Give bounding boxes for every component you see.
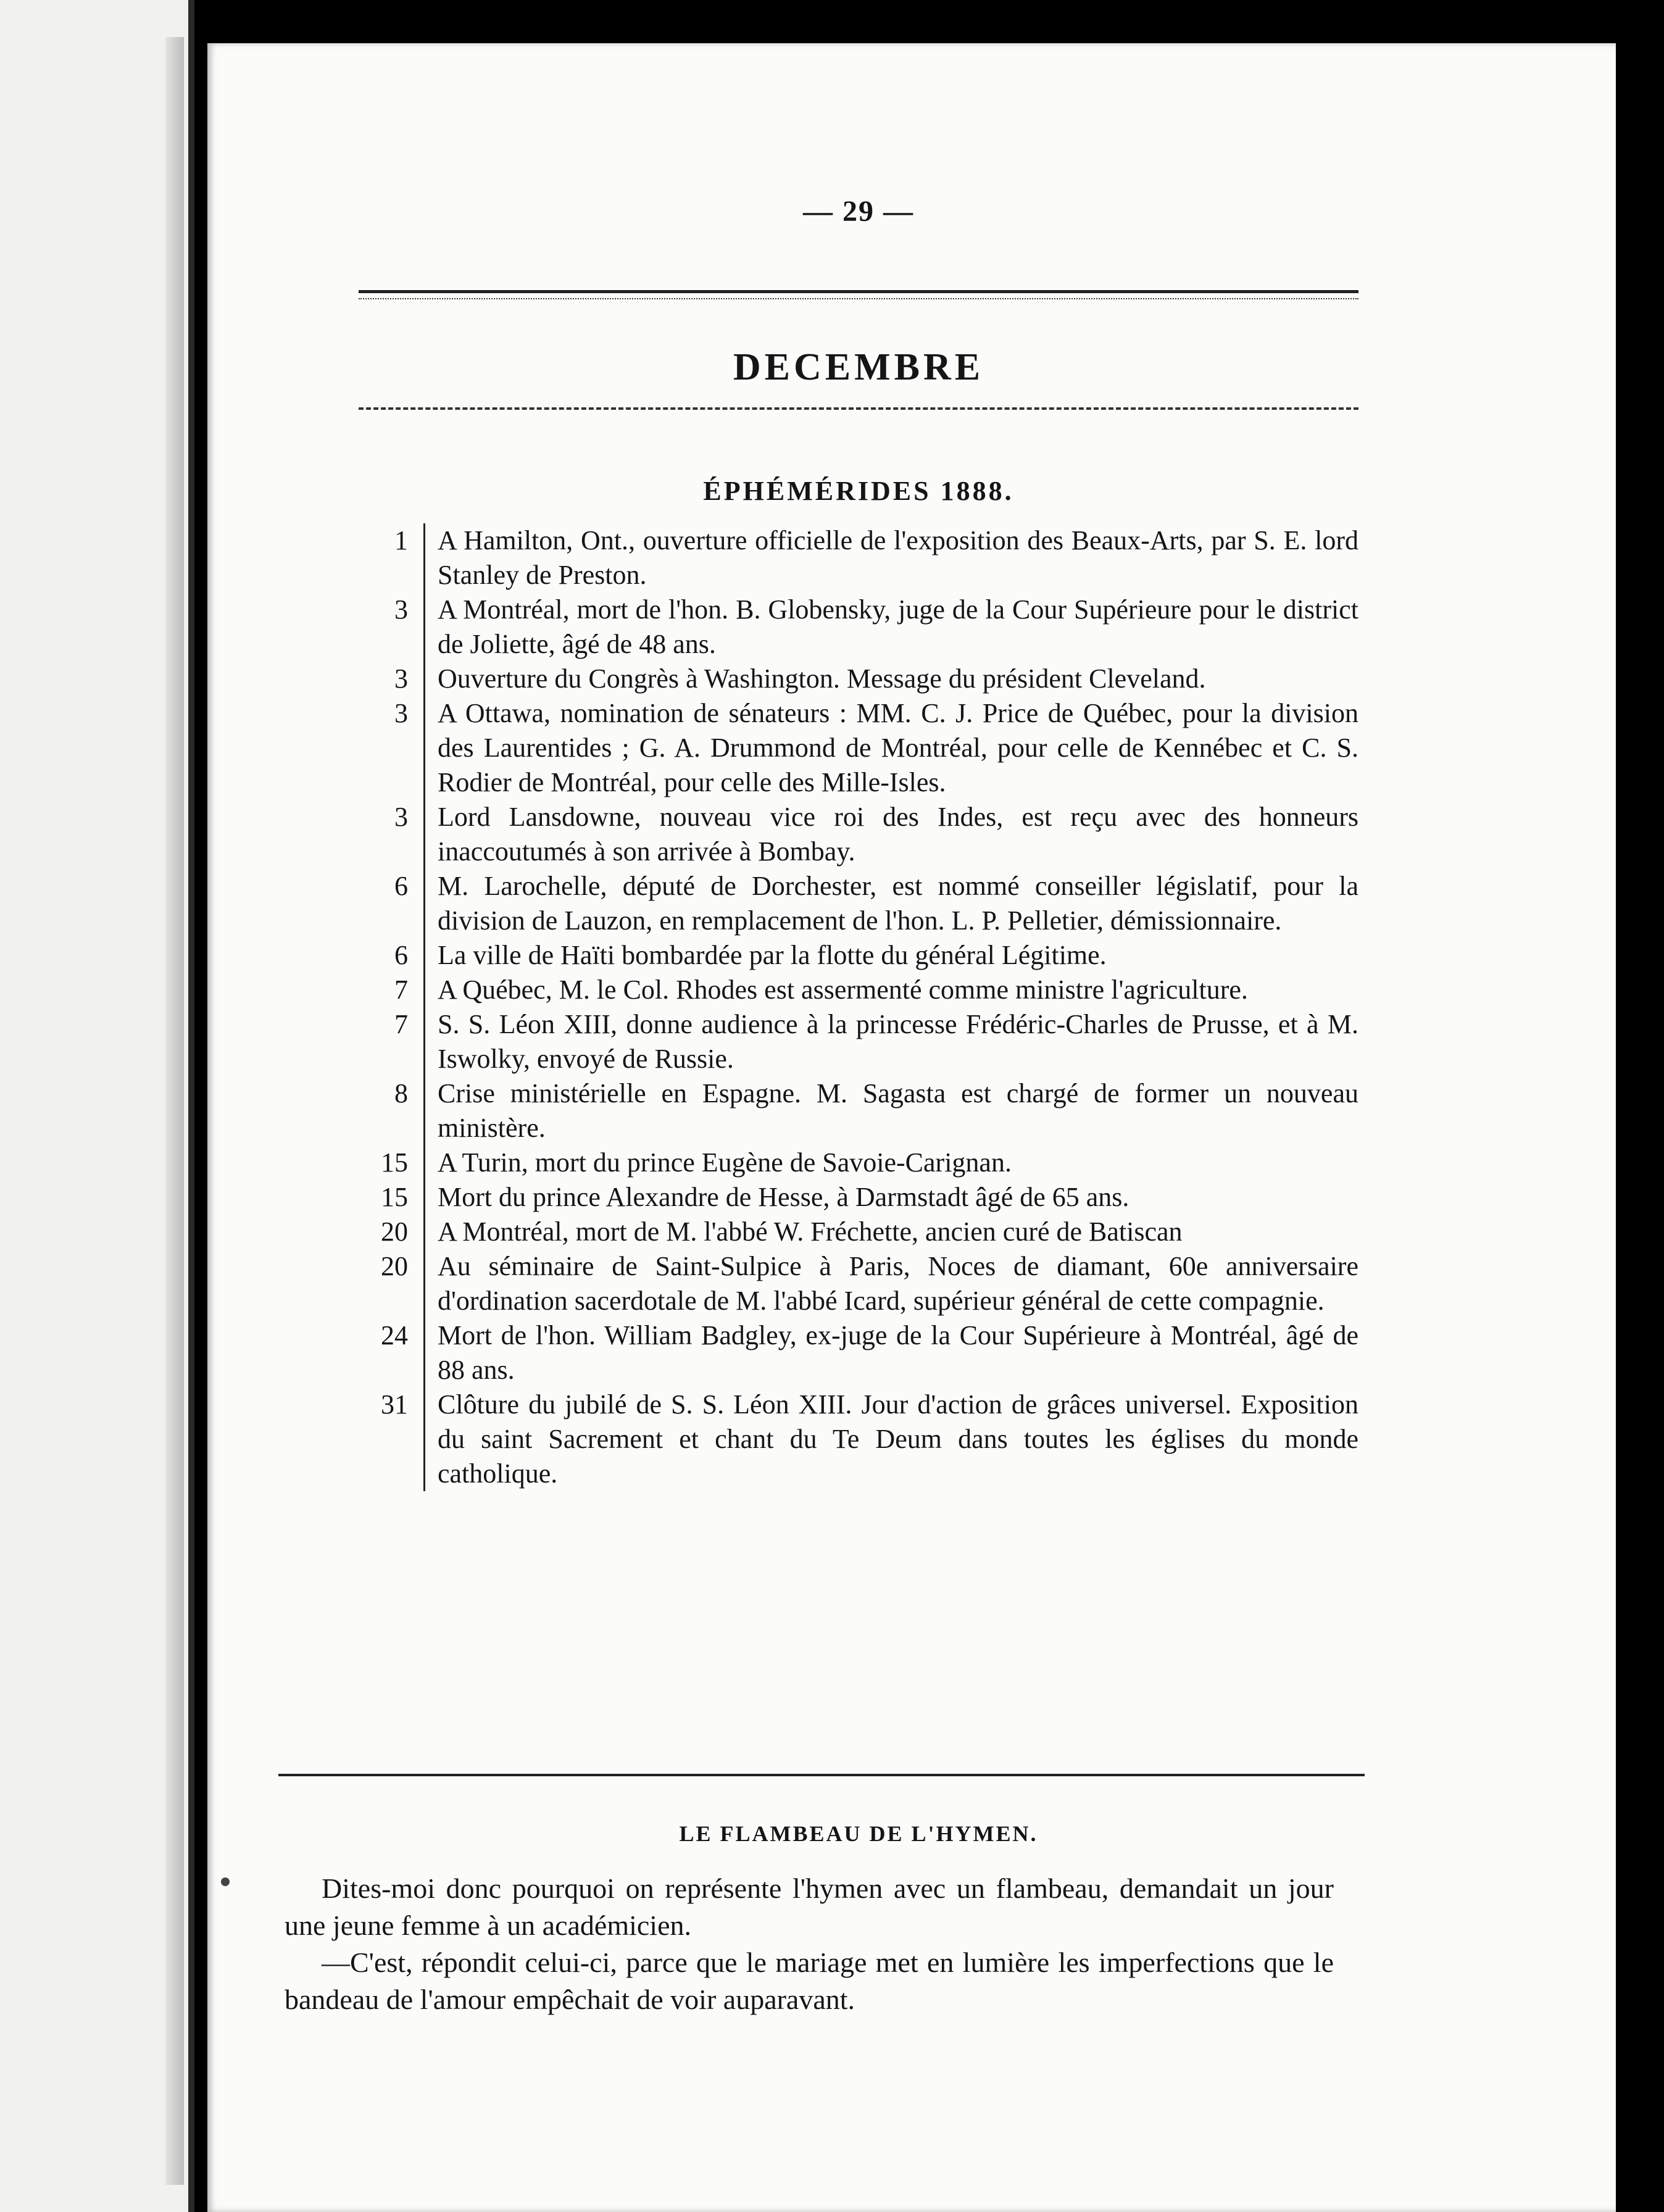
entry-text: Au séminaire de Saint-Sulpice à Paris, Noces de diamant, 60e anniversaire d'ordination sacerdotale de M. l'abbé Icard, supérieur général de cette compagnie. [423, 1249, 1358, 1318]
entry-text: Crise ministérielle en Espagne. M. Sagasta est chargé de former un nouveau ministère. [423, 1076, 1358, 1146]
page-number: — 29 — [803, 195, 914, 228]
entry-text: A Ottawa, nomination de sénateurs : MM. C. J. Price de Québec, pour la division des Laurentides ; G. A. Drummond de Montréal, pour celle de Kennébec et C. S. Rodier de Montréal, pour celle des Mille-Isles. [423, 696, 1358, 800]
ephemeride-entry [359, 1007, 1358, 1076]
entry-text: Mort de l'hon. William Badgley, ex-juge de la Cour Supérieure à Montréal, âgé de 88 ans. [423, 1318, 1358, 1387]
entry-text: A Turin, mort du prince Eugène de Savoie-Carignan. [423, 1146, 1358, 1180]
ephemeride-entry [359, 1249, 1358, 1318]
ephemeride-entry [359, 696, 1358, 800]
entry-day: 3 [394, 594, 408, 625]
ephemeride-entry [359, 1387, 1358, 1491]
section-end-rule [278, 1774, 1365, 1776]
entry-day: 6 [394, 871, 408, 901]
ephemeride-entry [359, 523, 1358, 592]
print-speck [221, 1877, 230, 1886]
entry-text: Ouverture du Congrès à Washington. Message du président Cleveland. [423, 662, 1358, 696]
month-rule [359, 407, 1358, 410]
document-page [207, 43, 1616, 2212]
ephemeride-entry [359, 973, 1358, 1007]
entry-text: A Québec, M. le Col. Rhodes est assermenté comme ministre l'agriculture. [423, 973, 1358, 1007]
entry-day: 31 [381, 1389, 408, 1420]
ephemeride-entry [359, 1076, 1358, 1146]
section-title: ÉPHÉMÉRIDES 1888. [703, 476, 1014, 506]
facing-page-edge [0, 0, 194, 2212]
entry-day: 6 [394, 940, 408, 970]
entry-day: 7 [394, 1009, 408, 1039]
ephemeride-entry [359, 869, 1358, 938]
entry-day: 1 [394, 525, 408, 555]
ephemeride-entry [359, 662, 1358, 696]
header-rule-dotted [359, 298, 1358, 299]
anecdote-title: LE FLAMBEAU DE L'HYMEN. [679, 1821, 1038, 1846]
anecdote-paragraph: —C'est, répondit celui-ci, parce que le mariage met en lumière les imperfections que le bandeau de l'amour empêchait de voir auparavant. [285, 1947, 1334, 2015]
ephemeride-entry [359, 938, 1358, 973]
entry-day: 15 [381, 1147, 408, 1178]
page-gutter-shadow [165, 37, 184, 2185]
entry-day: 3 [394, 802, 408, 832]
entry-day: 3 [394, 663, 408, 694]
ephemerides-list [359, 523, 1358, 1491]
entry-day: 3 [394, 698, 408, 728]
ephemeride-entry [359, 1180, 1358, 1215]
ephemeride-entry [359, 800, 1358, 869]
ephemeride-entry [359, 1318, 1358, 1387]
entry-text: S. S. Léon XIII, donne audience à la princesse Frédéric-Charles de Prusse, et à M. Iswolky, envoyé de Russie. [423, 1007, 1358, 1076]
entry-text: La ville de Haïti bombardée par la flotte du général Légitime. [423, 938, 1358, 973]
entry-day: 7 [394, 975, 408, 1005]
ephemeride-entry [359, 1146, 1358, 1180]
entry-day: 20 [381, 1251, 408, 1281]
entry-text: Clôture du jubilé de S. S. Léon XIII. Jour d'action de grâces universel. Exposition du saint Sacrement et chant du Te Deum dans toutes les églises du monde catholique. [423, 1387, 1358, 1491]
entry-text: M. Larochelle, député de Dorchester, est nommé conseiller législatif, pour la division de Lauzon, en remplacement de l'hon. L. P. Pelletier, démissionnaire. [423, 869, 1358, 938]
entry-text: Lord Lansdowne, nouveau vice roi des Indes, est reçu avec des honneurs inaccoutumés à son arrivée à Bombay. [423, 800, 1358, 869]
entry-text: A Montréal, mort de l'hon. B. Globensky, juge de la Cour Supérieure pour le district de Joliette, âgé de 48 ans. [423, 592, 1358, 662]
anecdote [285, 1870, 1334, 2018]
ephemeride-entry [359, 1215, 1358, 1249]
entry-day: 20 [381, 1216, 408, 1247]
header-rule [359, 290, 1358, 293]
entry-day: 24 [381, 1320, 408, 1350]
entry-day: 8 [394, 1078, 408, 1108]
month-title: DECEMBRE [733, 346, 984, 388]
entry-text: A Hamilton, Ont., ouverture officielle de l'exposition des Beaux-Arts, par S. E. lord Stanley de Preston. [423, 523, 1358, 592]
anecdote-paragraph: Dites-moi donc pourquoi on représente l'hymen avec un flambeau, demandait un jour une jeune femme à un académicien. [285, 1873, 1334, 1941]
entry-text: Mort du prince Alexandre de Hesse, à Darmstadt âgé de 65 ans. [423, 1180, 1358, 1215]
ephemeride-entry [359, 592, 1358, 662]
entry-day: 15 [381, 1182, 408, 1212]
entry-text: A Montréal, mort de M. l'abbé W. Fréchette, ancien curé de Batiscan [423, 1215, 1358, 1249]
